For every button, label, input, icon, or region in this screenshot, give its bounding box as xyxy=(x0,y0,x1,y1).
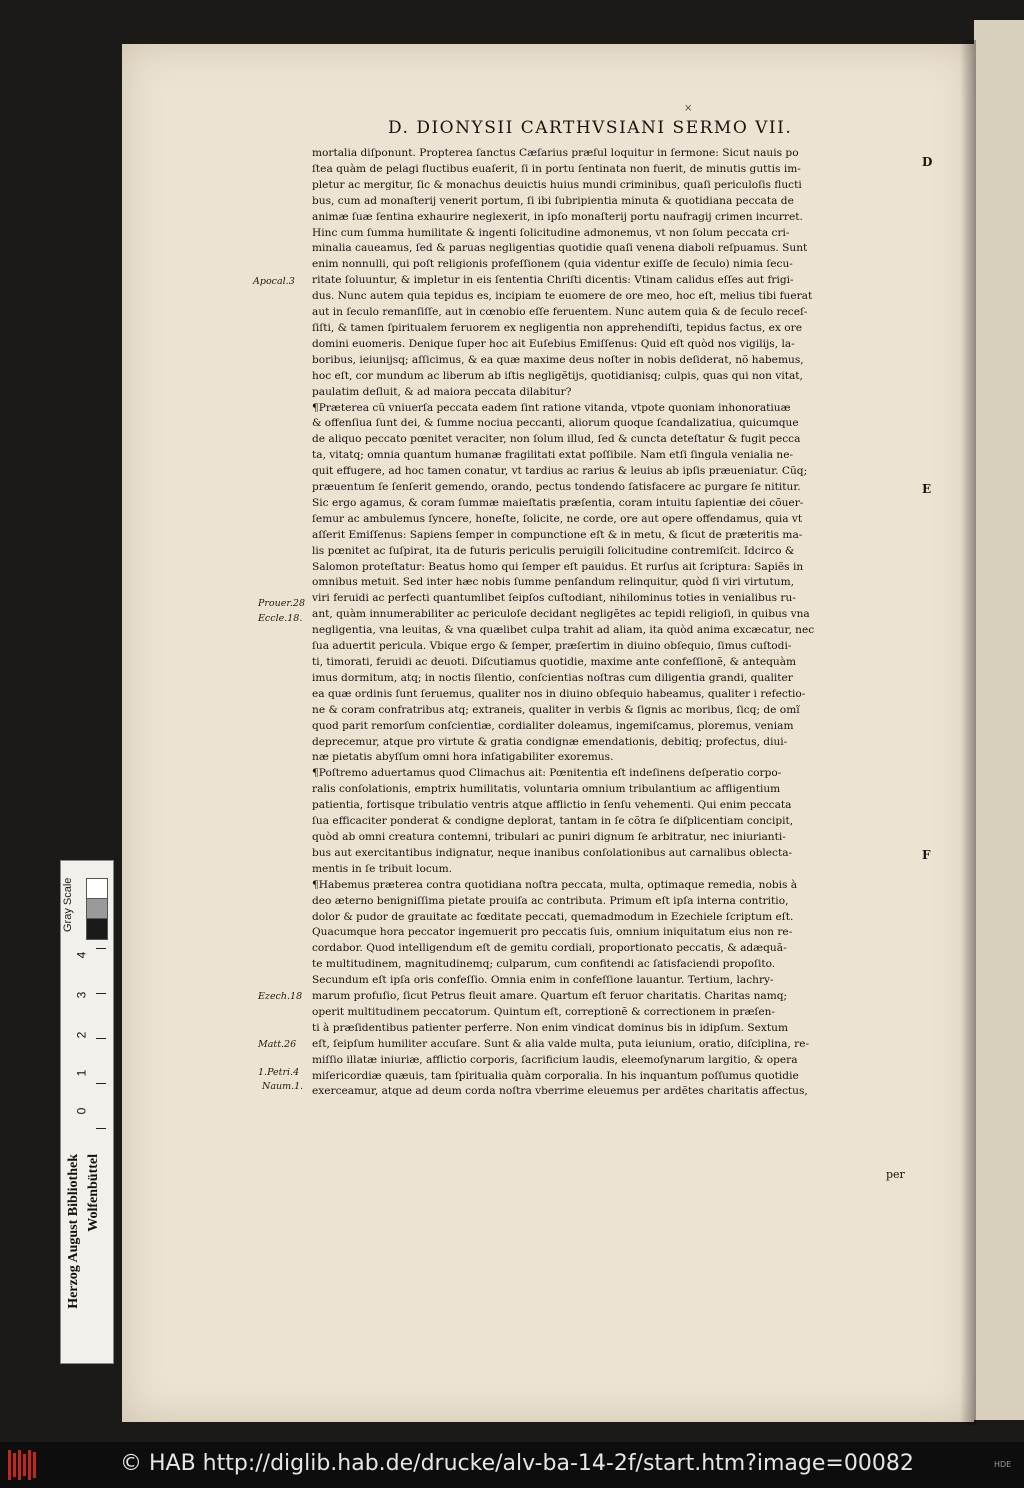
text-line: deprecemur, atque pro virtute & gratia condignæ emendationis, debitiq; profectus, diui- xyxy=(312,735,788,748)
text-line: Hinc cum ſumma humilitate & ingenti ſolicitudine admonemus, vt non ſolum peccata cri- xyxy=(312,226,790,239)
text-line: ſua aduertit pericula. Vbique ergo & ſemper, præſertim in diuino obſequio, ſimus cuſtodi- xyxy=(312,640,792,653)
ruler-number: 4 xyxy=(74,951,89,959)
ruler-number: 0 xyxy=(74,1107,89,1115)
margin-note-proverbs: Prouer.28 xyxy=(258,598,305,609)
text-line: quit effugere, ad hoc tamen conatur, vt tardius ac rarius & leuius ab ipſis præueniatur. Cũq; xyxy=(312,465,808,478)
text-line: de aliquo peccato pœnitet veraciter, non ſolum illud, ſed & cuncta deteſtatur & fugit pecca xyxy=(312,433,801,446)
margin-note-matthew: Matt.26 xyxy=(258,1039,297,1050)
footer-mark: HDE xyxy=(994,1460,1012,1469)
margin-note-apocalypse: Apocal.3 xyxy=(253,276,295,287)
text-line: enim nonnulli, qui poſt religionis profeſſionem (quia videntur exiſſe de ſeculo) nimia ſecu- xyxy=(312,258,793,271)
section-letter-f: F xyxy=(922,848,931,862)
text-line: pletur ac mergitur, ſic & monachus deuictis huius mundi criminibus, quaſi periculoſis flucti xyxy=(312,178,802,191)
gray-patch-white xyxy=(86,878,108,900)
page-shadow xyxy=(960,40,976,1425)
text-line: eſt, ſeipſum humiliter accuſare. Sunt & alia valde multa, puta ieiunium, oratio, diſciplina, re- xyxy=(312,1037,810,1050)
section-letter-d: D xyxy=(922,155,933,169)
institution-label xyxy=(62,1150,110,1358)
text-line: ti, timorati, feruidi ac deuoti. Diſcutiamus quotidie, maxime ante confeſſionẽ, & antequàm xyxy=(312,656,797,668)
text-line: ne & coram confratribus atq; extraneis, qualiter in verbis & ſignis ac moribus, ſicq; de omĩ xyxy=(312,703,800,716)
text-line: lis pœnitet ac ſuſpirat, ita de futuris periculis peruigili ſolicitudine contremiſcit. Idcirco & xyxy=(312,544,795,557)
text-line: ti à præſidentibus patienter perferre. Non enim vindicat dominus bis in idipſum. Sextum xyxy=(312,1021,789,1034)
text-line: bus, cum ad monaſterij venerit portum, ſi ibi ſubripientia minuta & quotidiana peccata de xyxy=(312,194,794,207)
margin-note-ezekiel: Ezech.18 xyxy=(258,991,303,1002)
text-line: aſſerit Emiſſenus: Sapiens ſemper in compunctione eſt & in metu, & ſicut de præteritis ma- xyxy=(312,528,803,541)
text-line: miſericordiæ quæuis, tam ſpiritualia quàm corporalia. In his inquantum poſſumus quotidie xyxy=(312,1069,799,1082)
institution-city: Wolfenbüttel xyxy=(86,1154,101,1232)
text-line: boribus, ieiunijsq; aſſicimus, & ea quæ maxime deus noſter in nobis deſiderat, nõ habemus, xyxy=(312,353,804,366)
text-line: ¶Præterea cũ vniuerſa peccata eadem ſint ratione vitanda, vtpote quoniam inhonoratiuæ xyxy=(312,401,791,414)
text-line: ritate ſoluuntur, & impletur in eis ſententia Chriſti dicentis: Vtinam calidus eſſes aut frigi- xyxy=(312,274,794,287)
text-line: quod parit remorſum conſcientiæ, cordialiter doleamus, ingemiſcamus, ploremus, veniam xyxy=(312,719,794,732)
text-line: bus aut exercitantibus indignatur, neque inanibus conſolationibus aut carnalibus oblecta- xyxy=(312,846,793,859)
gray-patch-mid xyxy=(86,898,108,920)
text-line: exerceamur, atque ad deum corda noſtra vberrime eleuemus per ardẽtes charitatis affectus, xyxy=(312,1085,808,1098)
ruler-number: 3 xyxy=(74,991,89,999)
section-letter-e: E xyxy=(922,482,932,496)
text-line: operit multitudinem peccatorum. Quintum eſt, correptionẽ & correctionem in præſen- xyxy=(312,1005,776,1018)
text-line: marum profuſio, ſicut Petrus fleuit amare. Quartum eſt feruor charitatis. Charitas namq; xyxy=(312,990,788,1003)
text-line: paulatim deſluit, & ad maiora peccata dilabitur? xyxy=(312,385,572,398)
text-line: dus. Nunc autem quia tepidus es, incipiam te euomere de ore meo, hoc eſt, melius tibi fuerat xyxy=(312,290,813,303)
ruler-number: 1 xyxy=(74,1069,89,1077)
ruler-number: 2 xyxy=(74,1031,89,1039)
text-line: ta, vitatq; omnia quantum humanæ fragilitati extat poſſibile. Nam etſi ſingula venialia ne- xyxy=(312,449,794,462)
text-line: miſſio illatæ iniuriæ, afflictio corporis, ſacrificium laudis, eleemoſynarum largitio, & opera xyxy=(312,1053,798,1066)
text-line: deo æterno benigniſſima pietate prouiſa ac contributa. Primum eſt ipſa interna contritio, xyxy=(312,894,789,907)
text-line: negligentia, vna leuitas, & vna quælibet culpa trahit ad aliam, ita quòd anima excæcatur, nec xyxy=(312,624,815,637)
text-line: cordabor. Quod intelligendum eſt de gemitu cordiali, proportionato peccatis, & adæquã- xyxy=(312,942,787,955)
text-line: minalia caueamus, ſed & paruas negligentias quotidie quaſi venena diaboli reſpuamus. Sunt xyxy=(312,242,808,255)
footer-bar xyxy=(0,1442,1024,1488)
text-line: omnibus metuit. Sed inter hæc nobis ſumme penſandum relinquitur, quòd ſi viri virtutum, xyxy=(312,576,794,589)
text-line: aut in ſeculo remanſiſſe, aut in cœnobio eſſe feruentem. Nunc autem quia & de ſeculo receſ- xyxy=(312,306,808,319)
text-line: præuentum ſe ſenſerit gemendo, orando, pectus tondendo ſatisfacere ac purgare ſe nititur. xyxy=(312,481,801,494)
text-line: ¶Habemus præterea contra quotidiana noſtra peccata, multa, optimaque remedia, nobis à xyxy=(312,878,798,891)
cm-ruler xyxy=(70,948,108,1148)
text-line: imus dormitum, atq; in noctis ſilentio, conſcientias noſtras cum diligentia grandi, qualiter xyxy=(312,671,793,684)
text-line: ſiſti, & tamen ſpiritualem feruorem ex negligentia non apprehendiſti, tepidus factus, ex ore xyxy=(312,321,802,334)
margin-note-nahum: Naum.1. xyxy=(262,1081,304,1092)
text-line: ſua efficaciter ponderat & condigne deplorat, tantam in ſe cõtra ſe diſplicentiam concipit, xyxy=(312,815,794,828)
text-line: hoc eſt, cor mundum ac liberum ab iſtis negligẽtijs, quotidianisq; culpis, quas qui non vitat, xyxy=(312,369,803,382)
margin-note-ecclesiasticus: Eccle.18. xyxy=(258,613,303,624)
institution-name: Herzog August Bibliothek xyxy=(66,1154,81,1309)
text-line: næ pietatis abyſſum omni hora inſatigabiliter exoremus. xyxy=(312,751,614,764)
text-line: ſtea quàm de pelagi fluctibus euaſerit, ſi in portu ſentinata non fuerit, de minutis guttis im- xyxy=(312,162,801,175)
text-line: mentis in ſe tribuit locum. xyxy=(312,862,452,875)
printer-mark: × xyxy=(684,103,693,114)
margin-note-peter: 1.Petri.4 xyxy=(258,1067,300,1078)
text-line: Quacumque hora peccator ingemuerit pro peccatis ſuis, omnium iniquitatum eius non re- xyxy=(312,926,793,939)
text-line: patientia, fortisque tribulatio ventris atque afflictio in ſenſu vehementi. Qui enim peccata xyxy=(312,799,792,812)
text-line: ant, quàm innumerabiliter ac periculoſe decidant negligẽtes ac tepidi religioſi, in quibus vna xyxy=(312,608,810,621)
text-line: ſemur ac ambulemus ſyncere, honeſte, ſolicite, ne corde, ore aut opere offendamus, quia vt xyxy=(312,512,803,525)
text-line: dolor & pudor de grauitate ac fœditate peccati, quemadmodum in Ezechiele ſcriptum eſt. xyxy=(312,910,794,923)
text-line: domini euomeris. Denique ſuper hoc ait Euſebius Emiſſenus: Quid eſt quòd nos vigilijs, la- xyxy=(312,337,795,350)
gray-patch-black xyxy=(86,918,108,940)
running-title: D. DIONYSII CARTHVSIANI SERMO VII. xyxy=(388,118,793,138)
text-line: te multitudinem, magnitudinemq; culparum, cum confitendi ac ſatisfaciendi propoſito. xyxy=(312,958,776,971)
adjacent-page-edge xyxy=(974,20,1024,1420)
text-line: Salomon proteſtatur: Beatus homo qui ſemper eſt pauidus. Et rurſus ait ſcriptura: Sapiẽs in xyxy=(312,560,804,573)
text-line: ¶Poſtremo aduertamus quod Climachus ait: Pœnitentia eſt indeſinens deſperatio corpo- xyxy=(312,767,782,780)
text-line: ea quæ ordinis ſunt ſeruemus, qualiter nos in diuino obſequio habeamus, qualiter i refectio- xyxy=(312,687,806,700)
gray-scale-label: Gray Scale xyxy=(62,877,74,932)
text-line: Sic ergo agamus, & coram ſummæ maieſtatis præſentia, coram intuitu ſapientiæ dei cõuer- xyxy=(312,496,804,509)
text-line: Secundum eſt ipſa oris confeſſio. Omnia enim in confeſſione lauantur. Tertium, lachry- xyxy=(312,974,774,987)
text-line: quòd ab omni creatura contemni, tribulari ac puniri dignum ſe arbitratur, nec iniurianti- xyxy=(312,830,786,843)
copyright-url[interactable]: © HAB http://diglib.hab.de/drucke/alv-ba-14-2f/start.htm?image=00082 xyxy=(120,1451,914,1476)
main-text-block xyxy=(312,146,920,1100)
text-line: mortalia diſponunt. Propterea ſanctus Cæſarius præſul loquitur in ſermone: Sicut nauis po xyxy=(312,147,799,159)
text-line: ralis conſolationis, emptrix humilitatis, voluntaria omnium tribulantium ac affligentium xyxy=(312,783,781,796)
catchword: per xyxy=(886,1168,905,1181)
text-line: viri feruidi ac perfecti quantumlibet ſeipſos cuſtodiant, nihilominus toties in venialibus ru- xyxy=(312,592,796,605)
hab-logo-icon xyxy=(8,1450,38,1480)
text-line: animæ ſuæ ſentina exhaurire neglexerit, in ipſo monaſterij portu naufragij crimen incurret. xyxy=(312,210,803,223)
text-line: & offenſiua ſunt dei, & ſumme nociua peccanti, aliorum quoque ſcandalizatiua, quicumque xyxy=(312,417,799,430)
